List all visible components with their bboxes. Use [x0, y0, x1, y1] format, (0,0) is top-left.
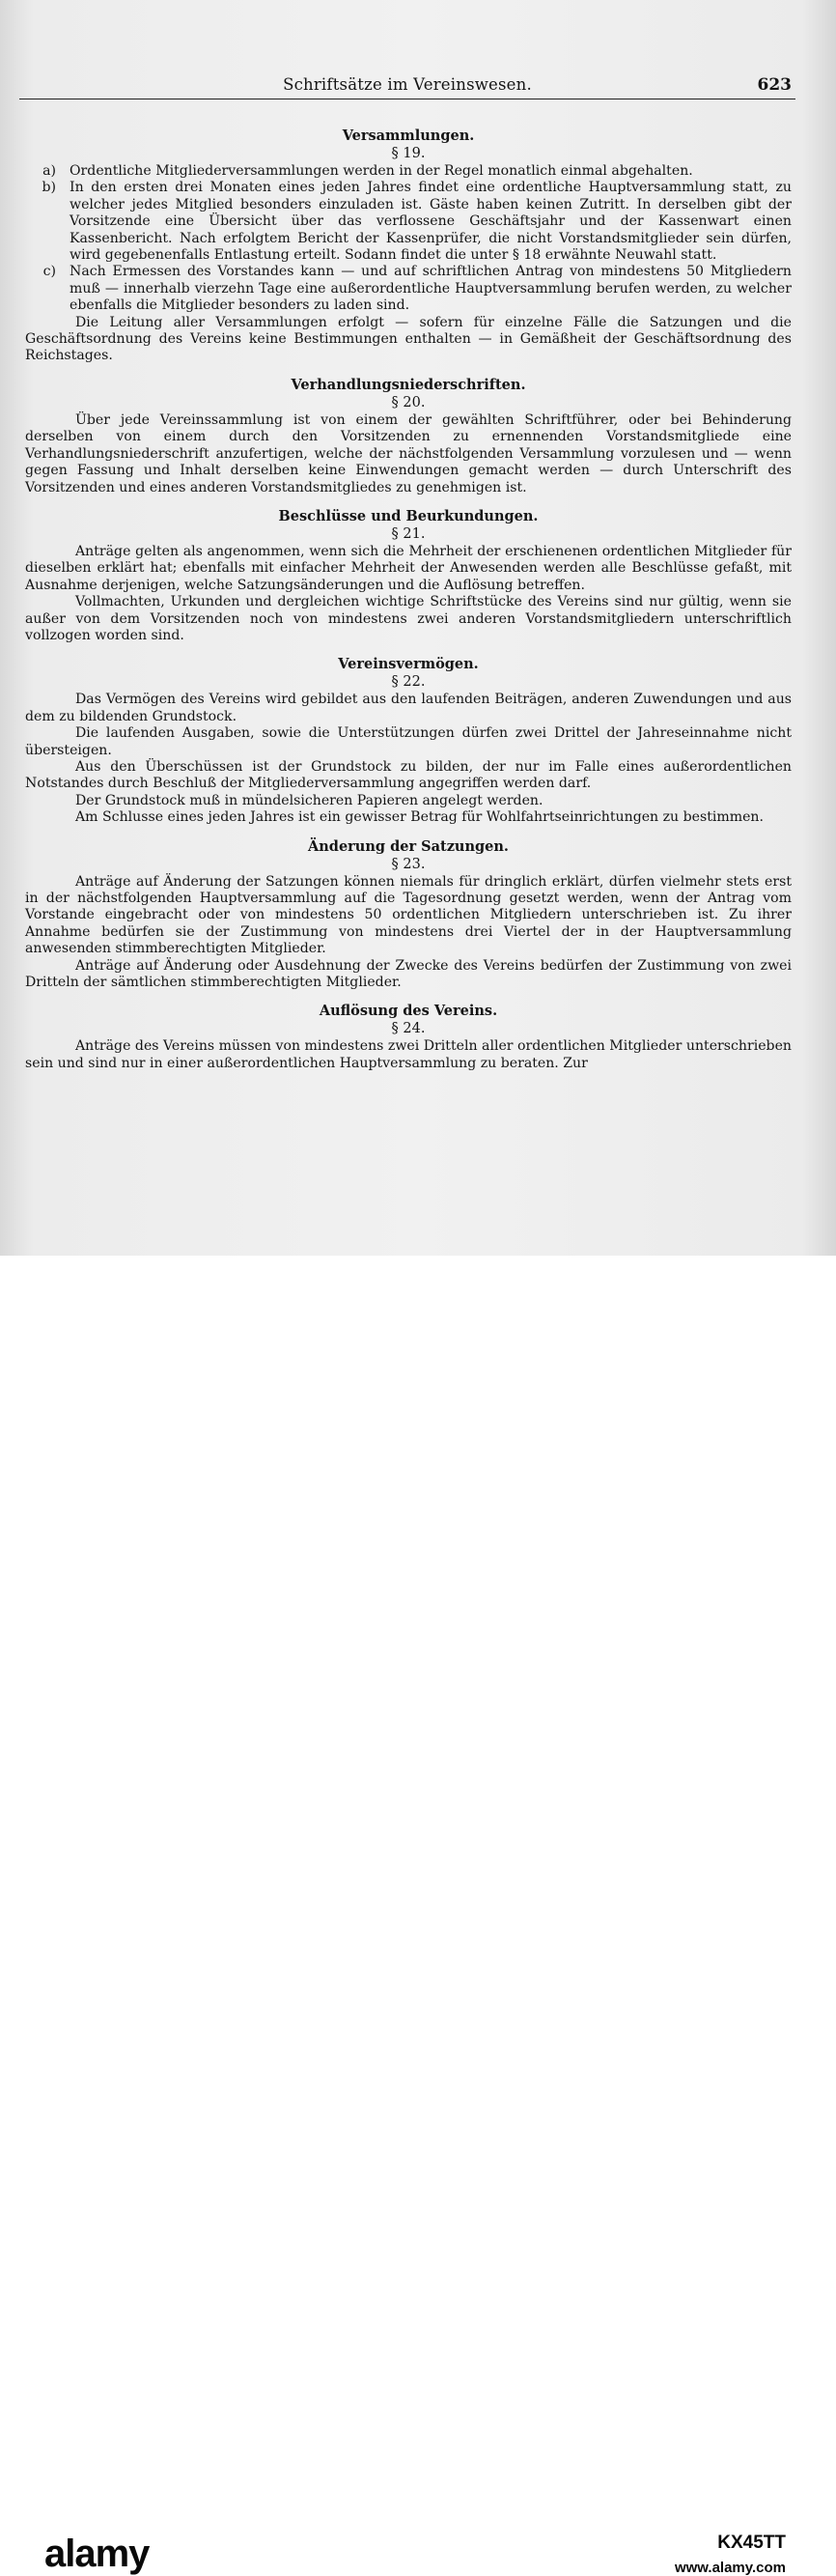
section-number: § 20.: [391, 394, 426, 410]
section: [25, 127, 792, 365]
list-item-label: a): [42, 163, 56, 179]
running-head: [19, 70, 795, 99]
section-number: § 22.: [391, 674, 426, 691]
section: [25, 838, 792, 992]
paragraph: Die Leitung aller Versammlungen erfolgt — sofern für einzelne Fälle die Satzungen und die Geschäftsordnung des Vereins keine Bestimmungen enthalten — in Gemäßheit der Geschäftsordnung des Reichstages.: [25, 314, 792, 364]
running-head-title: Schriftsätze im Vereinswesen.: [283, 75, 532, 94]
watermark-brand: alamy: [44, 2533, 150, 2575]
watermark-url: www.alamy.com: [674, 2560, 786, 2576]
section: [25, 656, 792, 826]
list-item-label: b): [42, 180, 56, 196]
paragraph: Anträge gelten als angenommen, wenn sich die Mehrheit der erschienenen ordentlichen Mitglieder für dieselben erklärt hat; ebenfalls mit einfacher Mehrheit der Anwesenden werden alle Beschlüsse gefaßt, mit Ausnahme derjenigen, welche Satzungsänderungen und die Auflösung betreffen.: [25, 543, 792, 593]
watermark-image-id: KX45TT: [717, 2533, 786, 2553]
paragraph: Aus den Überschüssen ist der Grundstock zu bilden, der nur im Falle eines außerordentlichen Notstandes durch Beschluß der Mitgliederversammlung angegriffen werden darf.: [25, 758, 792, 792]
section: [25, 1003, 792, 1072]
paragraph: Die laufenden Ausgaben, sowie die Unterstützungen dürfen zwei Drittel der Jahreseinnahme nicht übersteigen.: [25, 725, 792, 758]
page-body: [25, 127, 792, 1072]
page-number: 623: [757, 75, 792, 95]
paragraph: Anträge des Vereins müssen von mindestens zwei Dritteln aller ordentlichen Mitglieder unterschrieben sein und sind nur in einer außerordentlichen Hauptversammlung zu beraten. Zur: [25, 1038, 792, 1071]
list-item: [25, 180, 792, 264]
paragraph: Der Grundstock muß in mündelsicheren Papieren angelegt werden.: [75, 792, 543, 808]
book-page: [0, 0, 836, 1256]
paragraph: Anträge auf Änderung oder Ausdehnung der Zwecke des Vereins bedürfen der Zustimmung von zwei Dritteln der sämtlichen stimmberechtigten Mitglieder.: [25, 957, 792, 991]
section-number: § 23.: [391, 856, 426, 872]
section-number: § 21.: [391, 525, 426, 542]
paragraph: Das Vermögen des Vereins wird gebildet aus den laufenden Beiträgen, anderen Zuwendungen und aus dem zu bildenden Grundstock.: [25, 692, 792, 724]
section: [25, 377, 792, 496]
list-item-text: In den ersten drei Monaten eines jeden Jahres findet eine ordentliche Hauptversammlung statt, zu welcher jedes Mitglied besonders einzuladen ist. Gäste haben keinen Zutritt. In derselben gibt der Vorsitzende eine Übersicht über das verflossene Geschäftsjahr und der Kassenwart einen Kassenbericht. Nach erfolgtem Bericht der Kassenprüfer, die nicht Vorstandsmitglieder sein dürfen, wird gegebenenfalls Entlastung erteilt. Sodann findet die unter § 18 erwähnte Neuwahl statt.: [70, 180, 792, 264]
section-title: Auflösung des Vereins.: [319, 1003, 498, 1020]
paragraph: Anträge auf Änderung der Satzungen können niemals für dringlich erklärt, dürfen vielmehr stets erst in der nächstfolgenden Hauptversammlung auf die Tagesordnung gesetzt werden, wenn der Antrag vom Vorstande eingebracht oder von mindestens 50 ordentlichen Mitgliedern unterschrieben ist. Zu ihrer Annahme bedürfen sie der Zustimmung von mindestens drei Viertel der in der Hauptversammlung anwesenden stimmberechtigten Mitglieder.: [25, 873, 792, 957]
watermark-footer: [0, 1256, 836, 2576]
paragraph: Über jede Vereinssammlung ist von einem der gewählten Schriftführer, oder bei Behinderung derselben von einem durch den Vorsitzenden zu ernennenden Vorstandsmitgliede eine Verhandlungsniederschrift anzufertigen, welche der nächstfolgenden Versammlung vorzulesen und — wenn gegen Fassung und Inhalt derselben keine Einwendungen gemacht werden — durch Unterschrift des Vorsitzenden und eines anderen Vorstandsmitgliedes zu genehmigen ist.: [25, 411, 792, 495]
section-title: Verhandlungsniederschriften.: [291, 376, 526, 393]
paragraph: Vollmachten, Urkunden und dergleichen wichtige Schriftstücke des Vereins sind nur gültig, wenn sie außer von dem Vorsitzenden noch von mindestens zwei anderen Vorstandsmitgliedern unterschriftlich vollzogen worden sind.: [25, 594, 792, 643]
section-title: Beschlüsse und Beurkundungen.: [278, 507, 539, 524]
paragraph: Am Schlusse eines jeden Jahres ist ein gewisser Betrag für Wohlfahrtseinrichtungen zu bestimmen.: [75, 809, 764, 826]
section-title: Änderung der Satzungen.: [308, 837, 509, 855]
section-number: § 24.: [391, 1021, 426, 1037]
list-item-label: c): [42, 264, 56, 280]
section-number: § 19.: [391, 146, 426, 161]
section-title: Versammlungen.: [342, 127, 475, 144]
list-item-text: Ordentliche Mitgliederversammlungen werden in der Regel monatlich einmal abgehalten.: [70, 163, 693, 179]
list-item: [25, 264, 792, 314]
section: [25, 508, 792, 644]
list-item: [25, 163, 792, 180]
section-title: Vereinsvermögen.: [338, 656, 479, 673]
list-item-text: Nach Ermessen des Vorstandes kann — und auf schriftlichen Antrag von mindestens 50 Mitgliedern muß — innerhalb vierzehn Tage eine außerordentliche Hauptversammlung berufen werden, zu welcher ebenfalls die Mitglieder besonders zu laden sind.: [70, 264, 792, 314]
